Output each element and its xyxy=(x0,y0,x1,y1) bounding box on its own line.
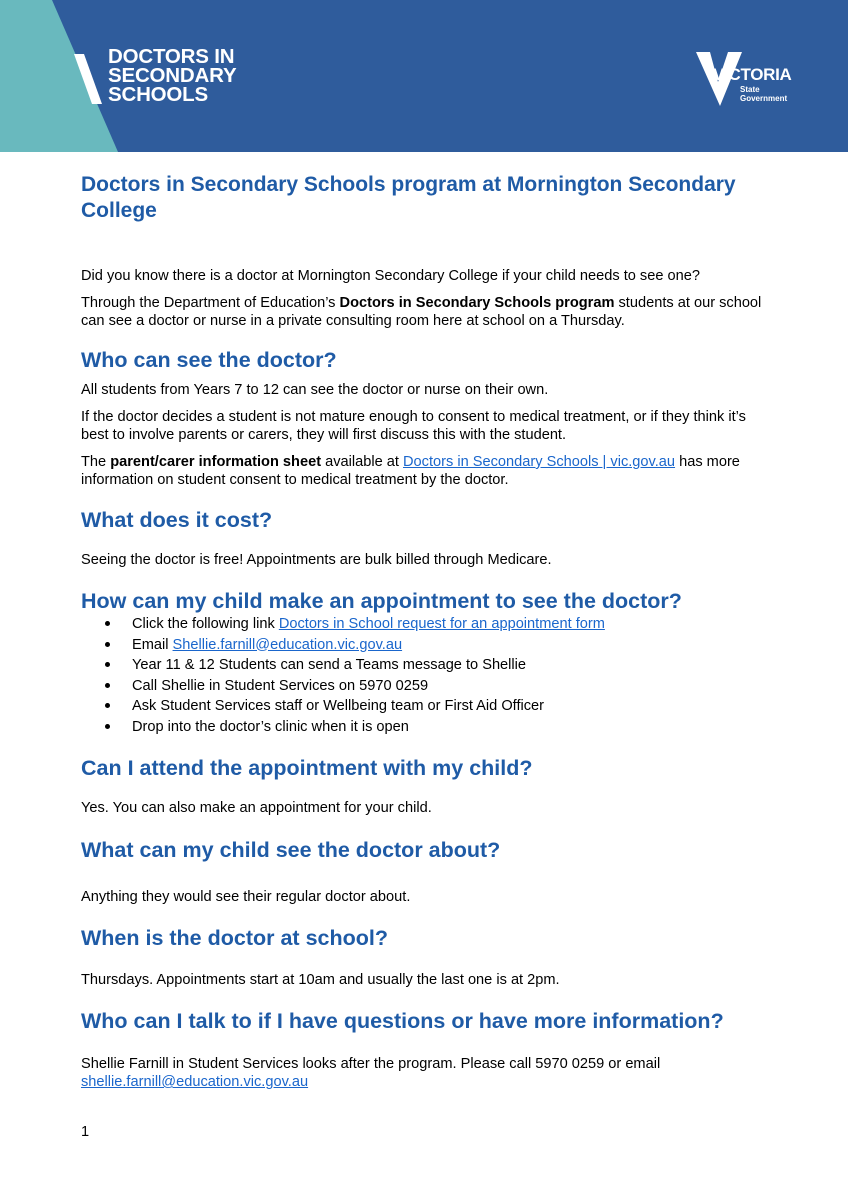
victoria-wordmark: VICTORIA xyxy=(713,65,792,84)
heading-attend: Can I attend the appointment with my child? xyxy=(81,756,533,780)
heading-about: What can my child see the doctor about? xyxy=(81,838,501,862)
attend-paragraph: Yes. You can also make an appointment for your child. xyxy=(81,800,432,816)
list-item xyxy=(81,717,605,738)
doctors-in-secondary-schools-logo xyxy=(72,44,272,114)
heading-cost: What does it cost? xyxy=(81,508,273,532)
page-title: Doctors in Secondary Schools program at Mornington Secondary College xyxy=(81,173,736,222)
vic-sub-line-1: State xyxy=(740,85,760,94)
who-p3-text-1: The xyxy=(81,454,111,470)
heading-appointment: How can my child make an appointment to see the doctor? xyxy=(81,589,682,613)
logo-line-2: SECONDARY xyxy=(108,64,237,87)
bullet-icon xyxy=(105,724,110,729)
logo-line-1: DOCTORS IN xyxy=(108,45,235,68)
list-item-text: Email xyxy=(132,636,173,653)
cost-paragraph: Seeing the doctor is free! Appointments are bulk billed through Medicare. xyxy=(81,552,552,568)
list-item xyxy=(81,614,605,635)
bullet-icon xyxy=(105,703,110,708)
when-paragraph: Thursdays. Appointments start at 10am and usually the last one is at 2pm. xyxy=(81,972,560,988)
list-item-text: Year 11 & 12 Students can send a Teams message to Shellie xyxy=(132,657,527,673)
who-paragraph-3 xyxy=(81,453,771,489)
who-p3-text-2: available at xyxy=(321,454,404,470)
intro-paragraph-1: Did you know there is a doctor at Mornington Secondary College if your child needs to see one? xyxy=(81,268,700,284)
bullet-icon xyxy=(105,621,110,626)
intro-paragraph-2 xyxy=(81,294,771,330)
list-item xyxy=(81,696,605,717)
bullet-icon xyxy=(105,642,110,647)
vic-sub-line-2: Government xyxy=(740,94,788,103)
contact-text: Shellie Farnill in Student Services looks after the program. Please call 5970 0259 or email xyxy=(81,1056,661,1072)
who-p3-text-3: has more information on student consent to medical treatment by the doctor. xyxy=(81,454,740,488)
list-item-text: Call Shellie in Student Services on 5970 0259 xyxy=(132,677,429,694)
heading-when: When is the doctor at school? xyxy=(81,926,388,950)
list-item xyxy=(81,655,605,676)
who-paragraph-2: If the doctor decides a student is not mature enough to consent to medical treatment, or if they think it’s best to involve parents or carers, they will first discuss this with the student. xyxy=(81,409,746,443)
intro-p2-bold: Doctors in Secondary Schools program xyxy=(339,295,615,311)
list-item xyxy=(81,676,605,697)
bullet-icon xyxy=(105,662,110,667)
bullet-icon xyxy=(105,683,110,688)
intro-p2-text-1: Through the Department of Education’s xyxy=(81,295,340,311)
list-item-text: Drop into the doctor’s clinic when it is open xyxy=(132,718,409,735)
list-item-text: Ask Student Services staff or Wellbeing team or First Aid Officer xyxy=(132,698,545,714)
about-paragraph: Anything they would see their regular doctor about. xyxy=(81,889,411,905)
page-number: 1 xyxy=(81,1124,90,1140)
intro-p2-text-2: students at our school can see a doctor or nurse in a private consulting room here at school on a Thursday. xyxy=(81,295,762,329)
appointment-form-link[interactable]: Doctors in School request for an appointment form xyxy=(278,616,605,632)
logo-slash-icon xyxy=(72,44,112,114)
who-p3-bold: parent/carer information sheet xyxy=(110,454,322,470)
victoria-state-government-logo xyxy=(696,48,806,110)
logo-line-3: SCHOOLS xyxy=(108,83,208,106)
contact-paragraph xyxy=(81,1055,741,1091)
email-link[interactable]: Shellie.farnill@education.vic.gov.au xyxy=(172,636,403,653)
header-banner xyxy=(0,0,848,152)
who-paragraph-1: All students from Years 7 to 12 can see the doctor or nurse on their own. xyxy=(81,382,549,398)
heading-contact: Who can I talk to if I have questions or have more information? xyxy=(81,1009,724,1033)
vic-gov-link[interactable]: Doctors in Secondary Schools | vic.gov.au xyxy=(403,454,676,470)
contact-email-link[interactable]: shellie.farnill@education.vic.gov.au xyxy=(81,1074,309,1090)
list-item-text: Click the following link xyxy=(132,616,279,632)
list-item xyxy=(81,635,605,656)
appointment-list xyxy=(81,614,605,737)
heading-who-can-see: Who can see the doctor? xyxy=(81,348,337,372)
